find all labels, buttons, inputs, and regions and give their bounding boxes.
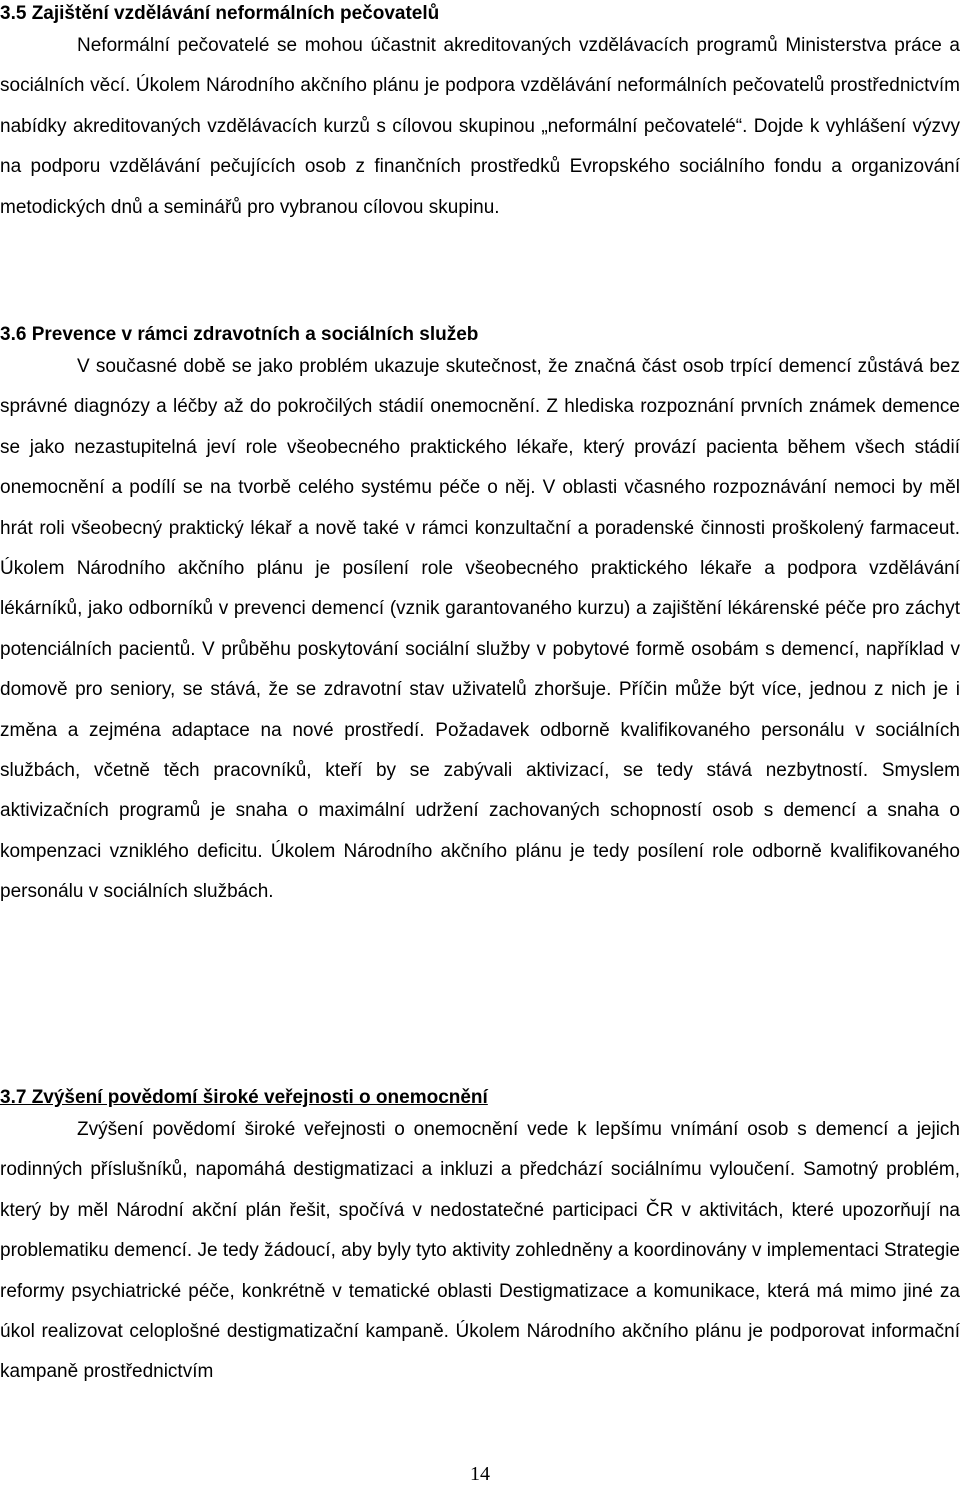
section-paragraph: Neformální pečovatelé se mohou účastnit akreditovaných vzdělávacích programů Ministerstva práce a sociálních věcí. Úkolem Národního akčního plánu je podpora vzdělávání neformálních pečovatelů prostřednictvím nabídky akreditovaných vzdělávacích kurzů s cílovou skupinou „neformální pečovatelé“. Dojde k vyhlášení výzvy na podporu vzdělávání pečujících osob z finančních prostředků Evropského sociálního fondu a organizování metodických dnů a seminářů pro vybranou cílovou skupinu. — [0, 35, 960, 218]
section-heading: 3.6 Prevence v rámci zdravotních a sociálních služeb — [0, 324, 479, 345]
section-heading: 3.5 Zajištění vzdělávání neformálních pečovatelů — [0, 3, 440, 24]
page-number: 14 — [470, 1463, 490, 1485]
section-heading: 3.7 Zvýšení povědomí široké veřejnosti o onemocnění — [0, 1087, 488, 1108]
section-paragraph: V současné době se jako problém ukazuje skutečnost, že značná část osob trpící demencí zůstává bez správné diagnózy a léčby až do pokročilých stádií onemocnění. Z hlediska rozpoznání prvních známek demence se jako nezastupitelná jeví role všeobecného praktického lékaře, který provází pacienta během všech stádií onemocnění a podílí se na tvorbě celého systému péče o něj. V oblasti včasného rozpoznávání nemoci by měl hrát roli všeobecný praktický lékař a nově také v rámci konzultační a poradenské činnosti proškolený farmaceut. Úkolem Národního akčního plánu je posílení role všeobecného praktického lékaře a podpora vzdělávání lékárníků, jako odborníků v prevenci demencí (vznik garantovaného kurzu) a zajištění lékárenské péče pro záchyt potenciálních pacientů. V průběhu poskytování sociální služby v pobytové formě osobám s demencí, například v domově pro seniory, se stává, že se zdravotní stav uživatelů zhoršuje. Příčin může být více, jednou z nich je i změna a zejména adaptace na nové prostředí. Požadavek odborně kvalifikovaného personálu v sociálních službách, včetně těch pracovníků, kteří by se zabývali aktivizací, se tedy stává nezbytností. Smyslem aktivizačních programů je snaha o maximální udržení zachovaných schopností osob s demencí a snaha o kompenzaci vzniklého deficitu. Úkolem Národního akčního plánu je tedy posílení role odborně kvalifikovaného personálu v sociálních službách. — [0, 356, 960, 903]
section-3-5 — [0, 2, 960, 228]
section-3-6 — [0, 323, 960, 913]
section-3-7 — [0, 1086, 960, 1393]
section-paragraph: Zvýšení povědomí široké veřejnosti o onemocnění vede k lepšímu vnímání osob s demencí a jejich rodinných příslušníků, napomáhá destigmatizaci a inkluzi a předchází sociálnímu vyloučení. Samotný problém, který by měl Národní akční plán řešit, spočívá v nedostatečné participaci ČR v aktivitách, které upozorňují na problematiku demencí. Je tedy žádoucí, aby byly tyto aktivity zohledněny a koordinovány v implementaci Strategie reformy psychiatrické péče, konkrétně v tematické oblasti Destigmatizace a komunikace, která má mimo jiné za úkol realizovat celoplošné destigmatizační kampaně. Úkolem Národního akčního plánu je podporovat informační kampaně prostřednictvím — [0, 1119, 960, 1383]
